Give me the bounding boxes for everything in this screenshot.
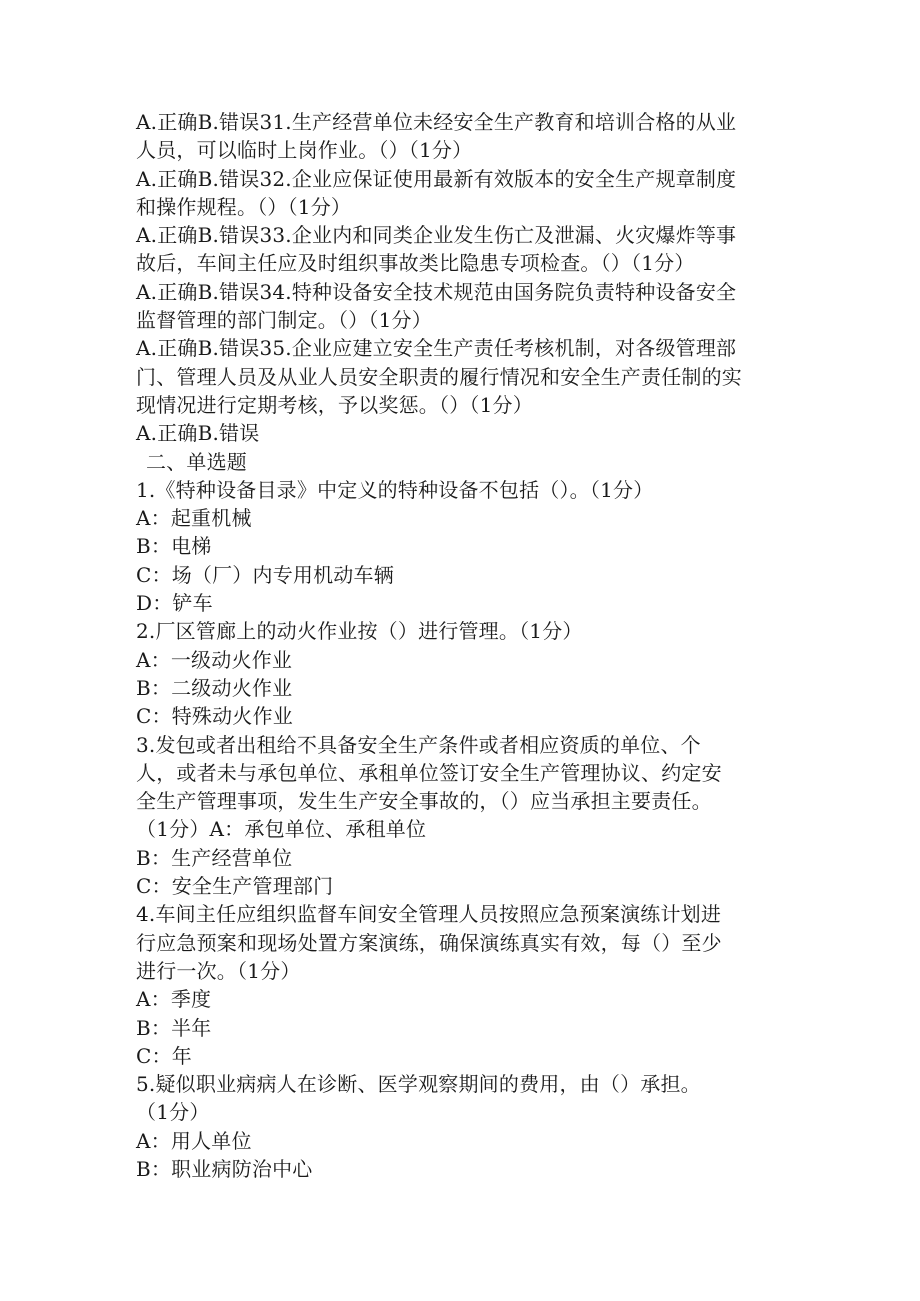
text-line: C：特殊动火作业 [136, 704, 293, 729]
text-line: A.正确B.错误33.企业内和同类企业发生伤亡及泄漏、火灾爆炸等事 [136, 223, 737, 248]
text-line: A.正确B.错误 [136, 421, 260, 446]
text-line: A.正确B.错误31.生产经营单位未经安全生产教育和培训合格的从业 [136, 110, 737, 134]
text-line: 5.疑似职业病病人在诊断、医学观察期间的费用，由（）承担。 [136, 1072, 701, 1097]
text-line: A.正确B.错误35.企业应建立安全生产责任考核机制，对各级管理部 [136, 336, 737, 361]
text-line: 行应急预案和现场处置方案演练，确保演练真实有效，每（）至少 [136, 930, 722, 955]
text-line: A：起重机械 [136, 506, 252, 531]
text-line: 故后，车间主任应及时组织事故类比隐患专项检查。（）（1分） [136, 251, 695, 276]
text-line: 人，或者未与承包单位、承租单位签订安全生产管理协议、约定安 [136, 760, 722, 785]
text-line: 全生产管理事项，发生生产安全事故的，（）应当承担主要责任。 [136, 789, 712, 814]
text-line: 1.《特种设备目录》中定义的特种设备不包括（）。（1分） [136, 477, 654, 502]
text-line: B：电梯 [136, 534, 212, 559]
text-line: （1分） [136, 1100, 210, 1125]
text-line: C：安全生产管理部门 [136, 874, 334, 899]
text-line: C：年 [136, 1043, 192, 1068]
text-line: 3.发包或者出租给不具备安全生产条件或者相应资质的单位、个 [136, 732, 701, 757]
text-line: 进行一次。（1分） [136, 958, 301, 983]
text-line: 现情况进行定期考核，予以奖惩。（）（1分） [136, 392, 533, 417]
text-line: A：用人单位 [136, 1128, 252, 1153]
text-line: B：生产经营单位 [136, 845, 293, 870]
text-line: 2.厂区管廊上的动火作业按（）进行管理。（1分） [136, 619, 583, 644]
text-line: A：季度 [136, 987, 212, 1012]
text-line: 门、管理人员及从业人员安全职责的履行情况和安全生产责任制的实 [136, 364, 742, 389]
text-line: B：职业病防治中心 [136, 1156, 313, 1181]
text-line: D：铲车 [136, 591, 213, 616]
text-line: A.正确B.错误34.特种设备安全技术规范由国务院负责特种设备安全 [136, 279, 737, 304]
text-line: 人员，可以临时上岗作业。（）（1分） [136, 138, 473, 163]
text-line: A.正确B.错误32.企业应保证使用最新有效版本的安全生产规章制度 [136, 166, 737, 191]
document-body [136, 108, 786, 1183]
text-line: （1分）A：承包单位、承租单位 [136, 817, 427, 842]
text-line: A：一级动火作业 [136, 647, 293, 672]
section-heading: 二、单选题 [146, 449, 247, 474]
text-line: B：二级动火作业 [136, 675, 293, 700]
text-line: C：场（厂）内专用机动车辆 [136, 562, 394, 587]
text-line: 和操作规程。（）（1分） [136, 194, 352, 219]
text-line: B：半年 [136, 1015, 212, 1040]
text-line: 监督管理的部门制定。（）（1分） [136, 308, 432, 333]
text-line: 4.车间主任应组织监督车间安全管理人员按照应急预案演练计划进 [136, 902, 722, 927]
